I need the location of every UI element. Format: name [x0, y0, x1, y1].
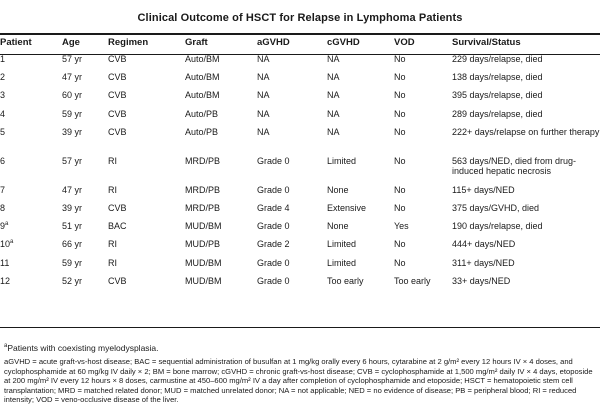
column-header: Age [62, 36, 80, 48]
graft-cell-text: Auto/BM [185, 90, 220, 101]
column-header: Regimen [108, 36, 149, 48]
table-row [0, 156, 600, 185]
graft-cell-text: MRD/PB [185, 155, 221, 166]
regimen-cell [108, 185, 185, 203]
vod-cell-text: Yes [394, 221, 409, 232]
cgvhd-cell [327, 276, 394, 294]
regimen-cell [108, 203, 185, 221]
vod-cell [394, 221, 452, 239]
cgvhd-cell [327, 239, 394, 257]
cgvhd-cell [327, 127, 394, 156]
top-rule [0, 33, 600, 35]
graft-cell [185, 203, 257, 221]
vod-cell [394, 156, 452, 185]
age-cell [62, 276, 108, 294]
footnote-marker: a [5, 221, 9, 228]
table-body [0, 54, 600, 294]
table-row [0, 185, 600, 203]
cgvhd-cell-text: NA [327, 72, 340, 83]
regimen-cell [108, 239, 185, 257]
survival-cell [452, 109, 600, 127]
regimen-cell-text: CVB [108, 90, 127, 101]
vod-cell [394, 239, 452, 257]
cgvhd-cell [327, 203, 394, 221]
column-header: aGVHD [257, 36, 290, 48]
regimen-cell-text: CVB [108, 54, 127, 64]
graft-cell [185, 54, 257, 72]
age-cell-text: 60 yr [62, 90, 83, 101]
patient-cell [0, 127, 62, 156]
graft-cell [185, 127, 257, 156]
column-header: VOD [394, 36, 415, 48]
survival-cell [452, 258, 600, 276]
table-row [0, 54, 600, 72]
cgvhd-cell [327, 156, 394, 185]
graft-cell [185, 258, 257, 276]
age-cell-text: 59 yr [62, 108, 83, 119]
patient-cell [0, 54, 62, 72]
survival-cell [452, 156, 600, 185]
agvhd-cell-text: Grade 0 [257, 221, 290, 232]
patient-cell [0, 258, 62, 276]
column-header: Survival/Status [452, 36, 521, 48]
footnote [4, 343, 159, 353]
survival-cell-text: 311+ days/NED [452, 257, 515, 268]
patient-cell [0, 90, 62, 108]
graft-cell-text: MUD/BM [185, 275, 222, 286]
cgvhd-cell [327, 221, 394, 239]
survival-cell-text: 33+ days/NED [452, 275, 511, 286]
vod-cell-text: No [394, 72, 406, 83]
footnote-marker: a [10, 239, 14, 246]
table-row [0, 203, 600, 221]
survival-cell-text: 444+ days/NED [452, 239, 516, 250]
agvhd-cell-text: Grade 0 [257, 184, 290, 195]
patient-cell [0, 72, 62, 90]
graft-cell [185, 221, 257, 239]
survival-cell-text: 229 days/relapse, died [452, 54, 543, 64]
graft-cell-text: Auto/PB [185, 126, 219, 137]
graft-cell [185, 109, 257, 127]
age-cell [62, 258, 108, 276]
agvhd-cell [257, 239, 327, 257]
patient-cell-text: 2 [0, 72, 6, 83]
regimen-cell-text: BAC [108, 221, 127, 232]
table-row [0, 221, 600, 239]
age-cell [62, 127, 108, 156]
graft-cell-text: Auto/PB [185, 108, 219, 119]
agvhd-cell [257, 258, 327, 276]
cgvhd-cell [327, 258, 394, 276]
agvhd-cell [257, 127, 327, 156]
cgvhd-cell [327, 54, 394, 72]
table-row [0, 109, 600, 127]
cgvhd-cell [327, 72, 394, 90]
survival-cell [452, 185, 600, 203]
vod-cell [394, 185, 452, 203]
survival-cell-text: 138 days/relapse, died [452, 72, 543, 83]
footnote-text: Patients with coexisting myelodysplasia. [7, 343, 159, 353]
vod-cell-text: No [394, 54, 406, 64]
patient-cell-text: 6 [0, 155, 6, 166]
age-cell [62, 72, 108, 90]
survival-cell-text: 115+ days/NED [452, 184, 515, 195]
agvhd-cell-text: Grade 4 [257, 202, 290, 213]
patient-cell [0, 239, 62, 257]
patient-cell [0, 109, 62, 127]
cgvhd-cell-text: Limited [327, 257, 357, 268]
survival-cell-text: 190 days/relapse, died [452, 221, 543, 232]
column-header: Patient [0, 36, 32, 48]
survival-cell [452, 90, 600, 108]
vod-cell-text: No [394, 184, 406, 195]
age-cell [62, 203, 108, 221]
graft-cell [185, 239, 257, 257]
survival-cell [452, 54, 600, 72]
regimen-cell [108, 258, 185, 276]
age-cell-text: 47 yr [62, 72, 83, 83]
vod-cell-text: Too early [394, 275, 431, 286]
patient-cell-text: 3 [0, 90, 6, 101]
abbreviations-note: aGVHD = acute graft-vs-host disease; BAC = sequential administration of busulfan at 1 mg/kg orally every 6 hours, cytarabine at 2 g/m² every 12 hours IV × 4 doses, and cyclophosphamide at 60 mg/kg IV daily × 2; BM = bone marrow; cGVHD = chronic graft-vs-host disease; CVB = cyclophosphamide at 1,500 mg/m² daily IV × 4 days, etoposide at 200 mg/m² IV every 12 hours × 8 doses, carmustine at 450–600 mg/m² IV a day after completion of cyclophosphamide and etoposide; HSCT = hematopoietic stem cell transplantation; MRD = matched related donor; MUD = matched unrelated donor; NA = not applicable; NED = no evidence of disease; PB = peripheral blood; RI = reduced intensity; VOD = veno-occlusive disease of the liver. [4, 357, 593, 405]
patient-cell-text: 12 [0, 275, 11, 286]
agvhd-cell [257, 90, 327, 108]
patient-cell [0, 185, 62, 203]
table-row [0, 258, 600, 276]
vod-cell [394, 72, 452, 90]
age-cell [62, 239, 108, 257]
regimen-cell-text: CVB [108, 202, 127, 213]
age-cell-text: 52 yr [62, 275, 83, 286]
header-rule [0, 54, 600, 55]
age-cell-text: 59 yr [62, 257, 83, 268]
agvhd-cell-text: NA [257, 54, 270, 64]
survival-cell [452, 203, 600, 221]
age-cell-text: 51 yr [62, 221, 83, 232]
regimen-cell-text: CVB [108, 72, 127, 83]
regimen-cell [108, 221, 185, 239]
patient-cell [0, 203, 62, 221]
survival-cell [452, 221, 600, 239]
survival-cell-text: 563 days/NED, died from drug-induced hepatic necrosis [452, 155, 577, 177]
graft-cell [185, 276, 257, 294]
vod-cell-text: No [394, 90, 406, 101]
vod-cell [394, 54, 452, 72]
regimen-cell-text: CVB [108, 275, 127, 286]
graft-cell [185, 185, 257, 203]
agvhd-cell-text: Grade 0 [257, 275, 290, 286]
cgvhd-cell-text: Limited [327, 155, 357, 166]
footnote-marker: a [4, 343, 8, 350]
age-cell [62, 90, 108, 108]
vod-cell-text: No [394, 202, 406, 213]
age-cell-text: 57 yr [62, 155, 83, 166]
agvhd-cell-text: Grade 0 [257, 257, 290, 268]
regimen-cell [108, 72, 185, 90]
agvhd-cell-text: Grade 0 [257, 155, 290, 166]
regimen-cell [108, 54, 185, 72]
cgvhd-cell [327, 90, 394, 108]
patient-cell-text: 11 [0, 257, 10, 268]
agvhd-cell [257, 276, 327, 294]
agvhd-cell [257, 72, 327, 90]
graft-cell-text: MUD/PB [185, 239, 221, 250]
regimen-cell-text: CVB [108, 108, 127, 119]
graft-cell-text: Auto/BM [185, 72, 220, 83]
agvhd-cell [257, 185, 327, 203]
table-row [0, 72, 600, 90]
bottom-rule [0, 327, 600, 328]
regimen-cell-text: RI [108, 239, 117, 250]
patient-cell [0, 156, 62, 185]
graft-cell-text: MRD/PB [185, 202, 221, 213]
age-cell [62, 156, 108, 185]
vod-cell-text: No [394, 257, 406, 268]
age-cell-text: 39 yr [62, 202, 83, 213]
vod-cell [394, 90, 452, 108]
agvhd-cell [257, 156, 327, 185]
graft-cell-text: MUD/BM [185, 257, 222, 268]
survival-cell-text: 395 days/relapse, died [452, 90, 543, 101]
cgvhd-cell [327, 185, 394, 203]
survival-cell [452, 239, 600, 257]
vod-cell-text: No [394, 239, 406, 250]
agvhd-cell-text: NA [257, 72, 270, 83]
graft-cell-text: Auto/BM [185, 54, 220, 64]
agvhd-cell-text: NA [257, 108, 270, 119]
graft-cell [185, 156, 257, 185]
outcome-table [0, 36, 600, 294]
age-cell [62, 109, 108, 127]
vod-cell-text: No [394, 126, 406, 137]
graft-cell-text: MRD/PB [185, 184, 221, 195]
regimen-cell [108, 276, 185, 294]
cgvhd-cell-text: None [327, 221, 349, 232]
column-header: Graft [185, 36, 208, 48]
cgvhd-cell-text: NA [327, 126, 340, 137]
patient-cell [0, 221, 62, 239]
age-cell-text: 57 yr [62, 54, 83, 64]
vod-cell [394, 276, 452, 294]
patient-cell-text: 5 [0, 126, 6, 137]
survival-cell-text: 289 days/relapse, died [452, 108, 543, 119]
vod-cell [394, 203, 452, 221]
regimen-cell-text: RI [108, 184, 117, 195]
survival-cell-text: 375 days/GVHD, died [452, 202, 540, 213]
patient-cell-text: 1 [0, 54, 6, 64]
age-cell-text: 47 yr [62, 184, 83, 195]
cgvhd-cell-text: NA [327, 108, 340, 119]
agvhd-cell [257, 203, 327, 221]
regimen-cell-text: RI [108, 155, 117, 166]
vod-cell-text: No [394, 108, 406, 119]
vod-cell-text: No [394, 155, 406, 166]
table-row [0, 239, 600, 257]
agvhd-cell [257, 221, 327, 239]
agvhd-cell [257, 109, 327, 127]
cgvhd-cell-text: Limited [327, 239, 357, 250]
table-title: Clinical Outcome of HSCT for Relapse in Lymphoma Patients [137, 12, 463, 24]
patient-cell-text: 4 [0, 108, 6, 119]
graft-cell-text: MUD/BM [185, 221, 222, 232]
table-row [0, 127, 600, 156]
vod-cell [394, 127, 452, 156]
survival-cell [452, 127, 600, 156]
regimen-cell [108, 156, 185, 185]
table-row [0, 276, 600, 294]
vod-cell [394, 109, 452, 127]
regimen-cell-text: RI [108, 257, 117, 268]
patient-cell-text: 7 [0, 184, 6, 195]
patient-cell-text: 10 [0, 239, 11, 250]
cgvhd-cell-text: Too early [327, 275, 364, 286]
regimen-cell-text: CVB [108, 126, 127, 137]
cgvhd-cell-text: Extensive [327, 202, 367, 213]
cgvhd-cell-text: NA [327, 54, 340, 64]
cgvhd-cell [327, 109, 394, 127]
age-cell-text: 39 yr [62, 126, 83, 137]
patient-cell-text: 8 [0, 202, 6, 213]
age-cell-text: 66 yr [62, 239, 83, 250]
cgvhd-cell-text: NA [327, 90, 340, 101]
agvhd-cell-text: Grade 2 [257, 239, 290, 250]
age-cell [62, 54, 108, 72]
regimen-cell [108, 109, 185, 127]
header-row [0, 36, 600, 54]
agvhd-cell-text: NA [257, 126, 270, 137]
patient-cell [0, 276, 62, 294]
patient-cell-text: 9 [0, 221, 6, 232]
regimen-cell [108, 127, 185, 156]
vod-cell [394, 258, 452, 276]
survival-cell [452, 72, 600, 90]
regimen-cell [108, 90, 185, 108]
column-header: cGVHD [327, 36, 360, 48]
age-cell [62, 185, 108, 203]
age-cell [62, 221, 108, 239]
agvhd-cell-text: NA [257, 90, 270, 101]
agvhd-cell [257, 54, 327, 72]
survival-cell-text: 222+ days/relapse on further therapy [452, 126, 600, 137]
survival-cell [452, 276, 600, 294]
cgvhd-cell-text: None [327, 184, 349, 195]
graft-cell [185, 72, 257, 90]
graft-cell [185, 90, 257, 108]
table-row [0, 90, 600, 108]
